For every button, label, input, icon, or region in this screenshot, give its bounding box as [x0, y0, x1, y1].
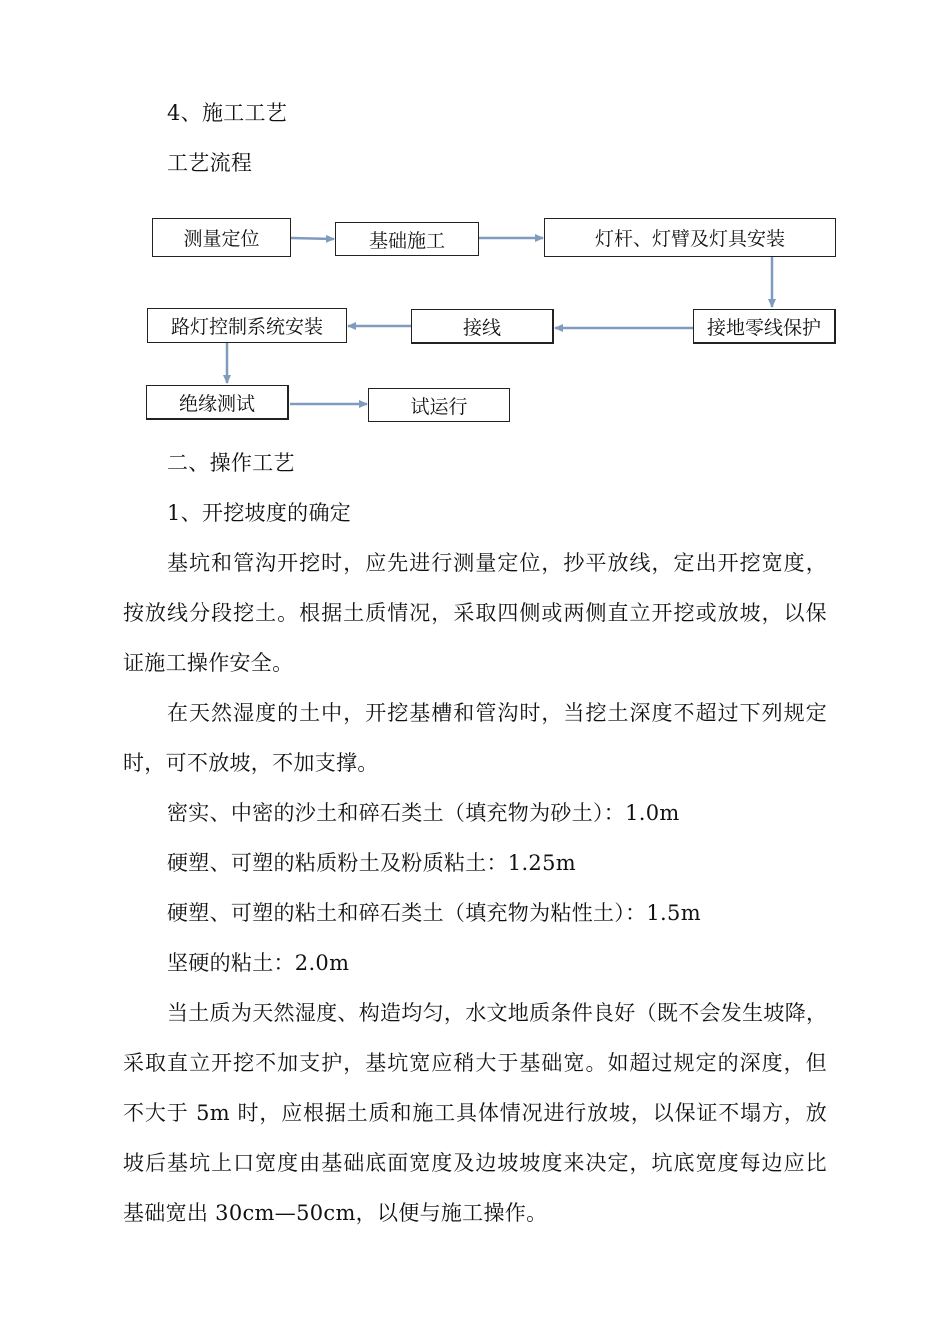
paragraph-line: 坡后基坑上口宽度由基础底面宽度及边坡坡度来决定，坑底宽度每边应比 [123, 1151, 827, 1175]
sub-heading: 1、开挖坡度的确定 [167, 501, 352, 525]
flow-heading: 工艺流程 [167, 151, 253, 175]
flow-step-trial-run: 试运行 [368, 388, 510, 422]
flow-step-wiring: 接线 [411, 309, 554, 344]
flow-step-foundation: 基础施工 [335, 222, 479, 256]
soil-rule: 硬塑、可塑的粘土和碎石类土（填充物为粘性土）：1.5m [167, 901, 701, 925]
soil-rule: 硬塑、可塑的粘质粉土及粉质粘土：1.25m [167, 851, 576, 875]
paragraph-line: 证施工操作安全。 [123, 651, 294, 675]
paragraph-line: 基础宽出 30cm—50cm，以便与施工操作。 [123, 1201, 548, 1225]
soil-rule: 坚硬的粘土：2.0m [167, 951, 350, 975]
section-heading: 4、施工工艺 [167, 101, 288, 125]
paragraph-line: 按放线分段挖土。根据土质情况，采取四侧或两侧直立开挖或放坡，以保 [123, 601, 827, 625]
flow-step-pole-install: 灯杆、灯臂及灯具安装 [544, 218, 836, 257]
arrow-1-to-2 [291, 238, 334, 239]
flow-step-insulation-test: 绝缘测试 [146, 385, 289, 420]
soil-rule: 密实、中密的沙土和碎石类土（填充物为砂土）：1.0m [167, 801, 680, 825]
flow-step-grounding: 接地零线保护 [693, 309, 836, 344]
chapter-heading: 二、操作工艺 [167, 451, 295, 475]
paragraph-line: 基坑和管沟开挖时，应先进行测量定位，抄平放线，定出开挖宽度， [167, 551, 827, 575]
paragraph-line: 时，可不放坡，不加支撑。 [123, 751, 379, 775]
paragraph-line: 不大于 5m 时，应根据土质和施工具体情况进行放坡，以保证不塌方，放 [123, 1101, 827, 1125]
flow-step-survey: 测量定位 [152, 218, 291, 257]
paragraph-line: 当土质为天然湿度、构造均匀，水文地质条件良好（既不会发生坡降， [167, 1001, 828, 1025]
paragraph-line: 采取直立开挖不加支护，基坑宽应稍大于基础宽。如超过规定的深度，但 [123, 1051, 827, 1075]
flow-step-control-system: 路灯控制系统安装 [147, 308, 347, 343]
paragraph-line: 在天然湿度的土中，开挖基槽和管沟时，当挖土深度不超过下列规定 [167, 701, 827, 725]
